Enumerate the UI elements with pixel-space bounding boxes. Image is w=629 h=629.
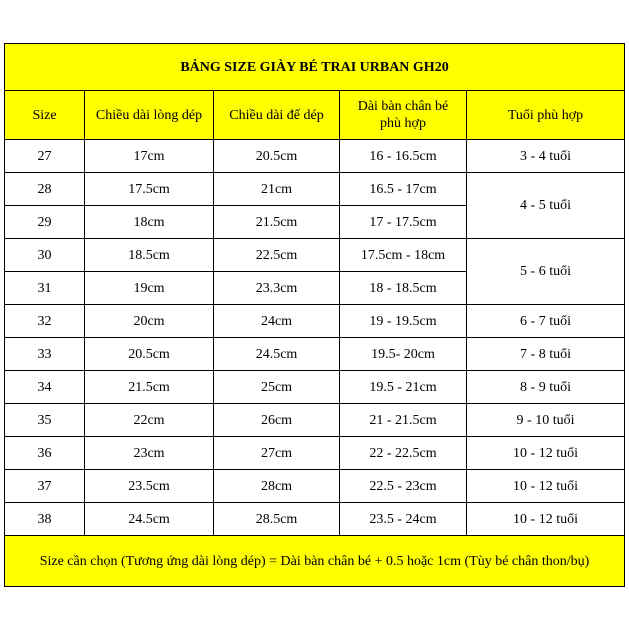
cell-insole: 23cm: [85, 437, 214, 470]
cell-insole: 20cm: [85, 305, 214, 338]
cell-age: 7 - 8 tuổi: [467, 338, 625, 371]
cell-outsole: 21.5cm: [214, 206, 340, 239]
cell-age: 4 - 5 tuổi: [467, 173, 625, 239]
cell-outsole: 23.3cm: [214, 272, 340, 305]
sizing-note: Size cần chọn (Tương ứng dài lòng dép) = Dài bàn chân bé + 0.5 hoặc 1cm (Tùy bé chân thon/bụ): [5, 536, 625, 587]
cell-age: 10 - 12 tuổi: [467, 437, 625, 470]
table-row: [5, 470, 625, 503]
cell-outsole: 27cm: [214, 437, 340, 470]
table-row: [5, 371, 625, 404]
header-foot-length-line2: phù hợp: [380, 116, 426, 131]
cell-outsole: 28.5cm: [214, 503, 340, 536]
cell-insole: 18cm: [85, 206, 214, 239]
cell-size: 32: [5, 305, 85, 338]
cell-age: 9 - 10 tuổi: [467, 404, 625, 437]
cell-outsole: 26cm: [214, 404, 340, 437]
cell-size: 27: [5, 140, 85, 173]
cell-size: 31: [5, 272, 85, 305]
cell-outsole: 24cm: [214, 305, 340, 338]
cell-age: 5 - 6 tuổi: [467, 239, 625, 305]
table-row: [5, 305, 625, 338]
cell-size: 36: [5, 437, 85, 470]
cell-foot: 17.5cm - 18cm: [340, 239, 467, 272]
table-row: [5, 140, 625, 173]
cell-insole: 17cm: [85, 140, 214, 173]
cell-outsole: 20.5cm: [214, 140, 340, 173]
cell-foot: 18 - 18.5cm: [340, 272, 467, 305]
cell-foot: 17 - 17.5cm: [340, 206, 467, 239]
cell-age: 10 - 12 tuổi: [467, 503, 625, 536]
cell-foot: 22 - 22.5cm: [340, 437, 467, 470]
cell-size: 29: [5, 206, 85, 239]
table-row: [5, 503, 625, 536]
cell-insole: 23.5cm: [85, 470, 214, 503]
cell-foot: 22.5 - 23cm: [340, 470, 467, 503]
cell-outsole: 28cm: [214, 470, 340, 503]
cell-size: 38: [5, 503, 85, 536]
cell-foot: 19.5 - 21cm: [340, 371, 467, 404]
header-foot-length: [340, 91, 467, 140]
cell-insole: 18.5cm: [85, 239, 214, 272]
cell-foot: 16.5 - 17cm: [340, 173, 467, 206]
cell-size: 34: [5, 371, 85, 404]
cell-age: 8 - 9 tuổi: [467, 371, 625, 404]
cell-size: 35: [5, 404, 85, 437]
cell-foot: 21 - 21.5cm: [340, 404, 467, 437]
cell-size: 37: [5, 470, 85, 503]
cell-outsole: 24.5cm: [214, 338, 340, 371]
cell-size: 30: [5, 239, 85, 272]
size-chart-table: [4, 43, 625, 587]
cell-insole: 24.5cm: [85, 503, 214, 536]
cell-size: 28: [5, 173, 85, 206]
header-insole-length: Chiều dài lòng dép: [85, 91, 214, 140]
table-row: [5, 338, 625, 371]
header-age: Tuổi phù hợp: [467, 91, 625, 140]
cell-insole: 19cm: [85, 272, 214, 305]
cell-outsole: 22.5cm: [214, 239, 340, 272]
cell-outsole: 25cm: [214, 371, 340, 404]
cell-insole: 21.5cm: [85, 371, 214, 404]
header-foot-length-line1: Dài bàn chân bé: [357, 99, 449, 114]
cell-age: 10 - 12 tuổi: [467, 470, 625, 503]
cell-age: 6 - 7 tuổi: [467, 305, 625, 338]
table-row: [5, 173, 625, 206]
cell-foot: 19 - 19.5cm: [340, 305, 467, 338]
cell-outsole: 21cm: [214, 173, 340, 206]
cell-insole: 20.5cm: [85, 338, 214, 371]
header-size: Size: [5, 91, 85, 140]
cell-age: 3 - 4 tuổi: [467, 140, 625, 173]
cell-insole: 22cm: [85, 404, 214, 437]
cell-size: 33: [5, 338, 85, 371]
cell-foot: 16 - 16.5cm: [340, 140, 467, 173]
cell-foot: 19.5- 20cm: [340, 338, 467, 371]
cell-foot: 23.5 - 24cm: [340, 503, 467, 536]
table-row: [5, 404, 625, 437]
cell-insole: 17.5cm: [85, 173, 214, 206]
table-row: [5, 239, 625, 272]
header-outsole-length: Chiều dài đế dép: [214, 91, 340, 140]
table-title: BẢNG SIZE GIÀY BÉ TRAI URBAN GH20: [5, 44, 625, 91]
table-row: [5, 437, 625, 470]
